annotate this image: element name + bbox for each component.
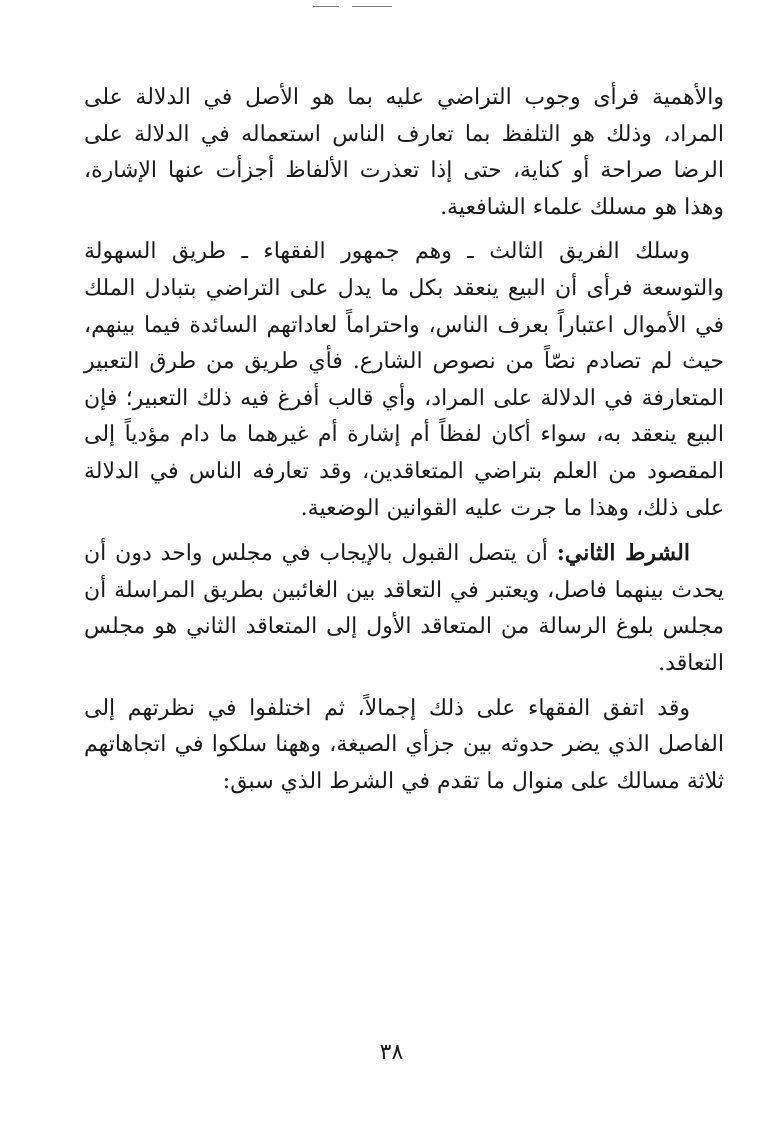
page-number: ٣٨ (379, 1040, 404, 1065)
paragraph-text: وقد اتفق الفقهاء على ذلك إجمالاً، ثم اختلفوا في نظرتهم إلى الفاصل الذي يضر حدوثه بين جزأي الصيغة، وههنا سلكوا في اتجاهاتهم ثلاثة مسالك على منوال ما تقدم في الشرط الذي سبق: (84, 695, 724, 794)
paragraph-continuation (84, 80, 724, 226)
paragraph-agreement (84, 691, 724, 801)
page-body (84, 80, 724, 800)
paragraph-text: أن يتصل القبول بالإيجاب في مجلس واحد دون أن يحدث بينهما فاصل، ويعتبر في التعاقد بين الغائبين بطريق المراسلة أن مجلس بلوغ الرسالة من المتعاقد الأول إلى المتعاقد الثاني هو مجلس التعاقد. (84, 541, 724, 676)
header-rule-right (352, 6, 392, 7)
paragraph-text: وسلك الفريق الثالث ـ وهم جمهور الفقهاء ـ طريق السهولة والتوسعة فرأى أن البيع ينعقد بكل ما يدل على التراضي بتبادل الملك في الأموال اعتباراً بعرف الناس، واحتراماً لعاداتهم السائدة فيما بينهم، حيث لم تصادم نصّاً من نصوص الشارع. فأي طريق من طرق التعبير المتعارفة في الدلالة على المراد، وأي قالب أفرغ فيه ذلك التعبير؛ فإن البيع ينعقد به، سواء أكان لفظاً أم إشارة أم غيرهما ما دام مؤدياً إلى المقصود من العلم بتراضي المتعاقدين، وقد تعارفه الناس في الدلالة على ذلك، وهذا ما جرت عليه القوانين الوضعية. (84, 239, 724, 521)
header-rule-left (313, 6, 339, 7)
condition-heading: الشرط الثاني: (556, 540, 690, 567)
paragraph-third-group (84, 234, 724, 527)
paragraph-text: والأهمية فرأى وجوب التراضي عليه بما هو الأصل في الدلالة على المراد، وذلك هو التلفظ بما تعارف الناس استعماله في الدلالة على الرضا صراحة أو كناية، حتى إذا تعذرت الألفاظ أجزأت عنها الإشارة، وهذا هو مسلك علماء الشافعية. (84, 85, 724, 220)
paragraph-second-condition (84, 535, 724, 682)
